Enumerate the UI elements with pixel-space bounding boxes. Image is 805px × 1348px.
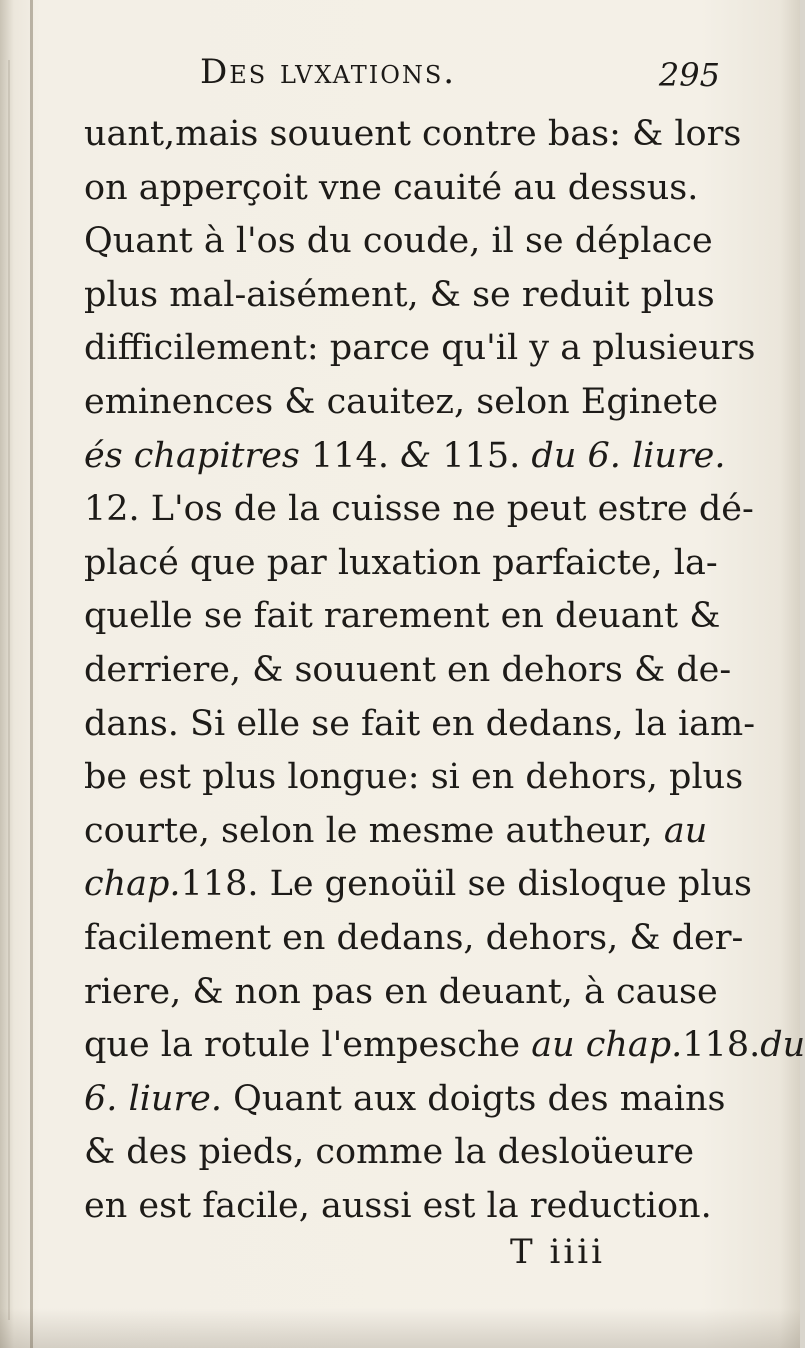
- text-line: [84, 269, 720, 323]
- text-run: placé que par luxation parfaicte, la-: [84, 542, 718, 583]
- text-run: quelle se fait rarement en deuant &: [84, 596, 721, 637]
- text-run: 114.: [311, 435, 401, 476]
- text-line: [84, 644, 732, 698]
- text-line: [84, 590, 720, 644]
- text-run: plus mal-aisément, & se reduit plus: [84, 274, 715, 315]
- text-line: [84, 912, 744, 966]
- text-line: [84, 1019, 805, 1073]
- text-line: [84, 966, 720, 1020]
- bottom-shade: [0, 1308, 800, 1348]
- text-run: courte, selon le mesme autheur,: [84, 810, 664, 851]
- page-number: 295: [658, 56, 720, 94]
- text-line: [84, 1180, 720, 1234]
- text-run: 115.: [442, 435, 532, 476]
- text-line: [84, 1126, 720, 1180]
- text-run: au chap.: [531, 1025, 683, 1066]
- body-text: [84, 108, 805, 1233]
- page-header: [200, 52, 720, 102]
- text-run: du: [760, 1025, 805, 1066]
- text-run: en est facile, aussi est la reduction.: [84, 1185, 712, 1226]
- text-line: [84, 215, 720, 269]
- text-line: [84, 1073, 726, 1127]
- text-line: [84, 322, 756, 376]
- text-line: [84, 805, 720, 859]
- text-run: derriere, & souuent en dehors & de-: [84, 649, 732, 690]
- signature-mark: T iiii: [510, 1232, 605, 1272]
- text-run: au: [663, 810, 708, 851]
- text-line: [84, 751, 744, 805]
- text-run: 118. Le genoüil se disloque plus: [180, 864, 752, 905]
- text-run: du 6. liure.: [531, 435, 726, 476]
- text-run: be est plus longue: si en dehors, plus: [84, 757, 744, 798]
- text-run: on apperçoit vne cauité au dessus.: [84, 167, 699, 208]
- text-line: [84, 858, 752, 912]
- text-run: Quant à l'os du coude, il se déplace: [84, 221, 713, 262]
- text-run: és chapitres: [84, 435, 312, 476]
- text-run: 12. L'os de la cuisse ne peut estre dé-: [84, 489, 754, 530]
- text-run: riere, & non pas en deuant, à cause: [84, 971, 718, 1012]
- text-run: dans. Si elle se fait en dedans, la iam-: [84, 703, 756, 744]
- text-line: [84, 376, 720, 430]
- text-line: [84, 698, 756, 752]
- page-edge-shadow: [8, 60, 10, 1320]
- text-line: [84, 108, 742, 162]
- text-run: difficilement: parce qu'il y a plusieurs: [84, 328, 756, 369]
- text-run: chap.: [84, 864, 181, 905]
- text-line: [84, 483, 754, 537]
- running-head: Des lvxations.: [200, 52, 457, 92]
- text-run: 6. liure.: [84, 1078, 223, 1119]
- text-run: eminences & cauitez, selon Eginete: [84, 381, 719, 422]
- text-run: facilement en dedans, dehors, & der-: [84, 917, 744, 958]
- text-run: uant,mais souuent contre bas: & lors: [84, 114, 742, 154]
- text-run: &: [400, 435, 443, 476]
- text-line: [84, 537, 720, 591]
- text-line: [84, 162, 720, 216]
- text-line: [84, 430, 726, 484]
- binding-edge: [30, 0, 33, 1348]
- text-run: Quant aux doigts des mains: [222, 1078, 726, 1119]
- text-run: que la rotule l'empesche: [84, 1025, 532, 1066]
- text-run: & des pieds, comme la desloüeure: [84, 1132, 695, 1173]
- text-run: 118.: [682, 1025, 761, 1066]
